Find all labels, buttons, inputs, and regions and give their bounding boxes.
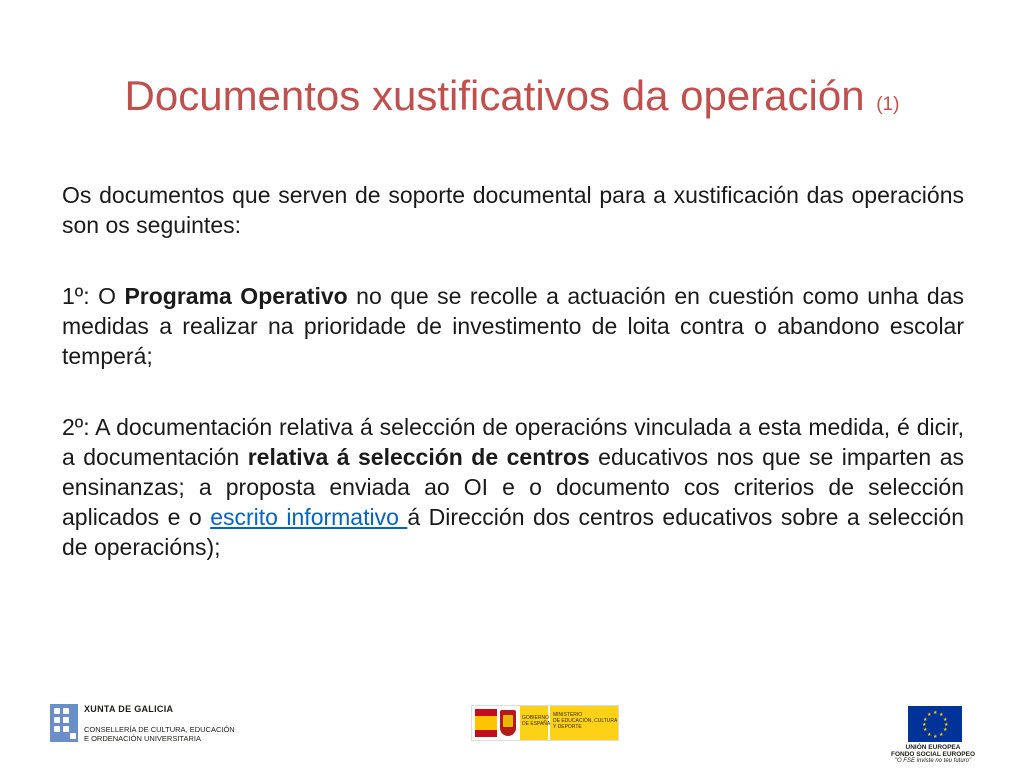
eu-union-label: UNIÓN EUROPEA xyxy=(905,744,961,751)
gobierno-line-1: GOBIERNO xyxy=(522,715,549,721)
ministerio-text xyxy=(553,712,617,730)
eu-fund-label: FONDO SOCIAL EUROPEO xyxy=(890,751,976,758)
item-2-paragraph xyxy=(62,412,964,562)
spain-flag-icon xyxy=(475,709,497,737)
item-1-rest: no que se recolle a actuación en cuestión como unha das medidas a realizar na prioridade de investimento de loita contra o abandono escolar temperá; xyxy=(62,283,964,369)
ministerio-line-2: DE EDUCACIÓN, CULTURA xyxy=(553,718,618,724)
item-1-bold: Programa Operativo xyxy=(124,283,348,309)
xunta-de-galicia-logo-icon xyxy=(50,704,78,742)
item-2-prefix: 2º: A documentación relativa á selección de operacións vinculada a esta medida, é dicir, a documentación xyxy=(62,414,964,470)
ministerio-line-1: MINISTERIO xyxy=(553,712,583,718)
gobierno-logo xyxy=(471,705,619,741)
item-2-middle: educativos nos que se imparten as ensinanzas; a proposta enviada ao OI e o documento cos criterios de selección aplicados e o xyxy=(62,444,964,530)
eu-motto: "O FSE inviste no teu futuro" xyxy=(894,758,972,764)
xunta-subtitle-2: E ORDENACIÓN UNIVERSITARIA xyxy=(84,734,201,743)
item-1-prefix: 1º: O xyxy=(62,283,125,309)
ministerio-line-3: Y DEPORTE xyxy=(553,724,582,730)
footer-logos xyxy=(0,700,1024,768)
item-2-bold: relativa á selección de centros xyxy=(247,444,590,470)
intro-paragraph xyxy=(62,180,964,240)
xunta-name: XUNTA DE GALICIA xyxy=(84,704,174,714)
gobierno-text xyxy=(522,715,550,727)
spain-shield-icon xyxy=(500,710,516,736)
xunta-subtitle-1: CONSELLERÍA DE CULTURA, EDUCACIÓN xyxy=(84,725,235,734)
intro-text: Os documentos que serven de soporte documental para a xustificación das operacións son os seguintes: xyxy=(62,182,964,238)
eu-flag-icon: ★ ★ ★ ★ ★ ★ ★ ★ ★ ★ ★ ★ xyxy=(908,706,962,742)
gobierno-line-2: DE ESPAÑA xyxy=(522,721,551,727)
eu-logo xyxy=(868,704,998,768)
slide-title xyxy=(0,68,1024,133)
slide-title-text: Documentos xustificativos da operación xyxy=(124,72,865,119)
xunta-logo xyxy=(50,704,250,744)
item-2-rest: á Dirección dos centros educativos sobre a selección de operacións); xyxy=(62,504,964,560)
xunta-subtitle xyxy=(84,725,235,743)
item-1-paragraph xyxy=(62,281,964,371)
slide-body xyxy=(62,180,964,603)
slide-title-suffix: (1) xyxy=(876,94,900,115)
escrito-informativo-link[interactable]: escrito informativo xyxy=(210,504,408,530)
